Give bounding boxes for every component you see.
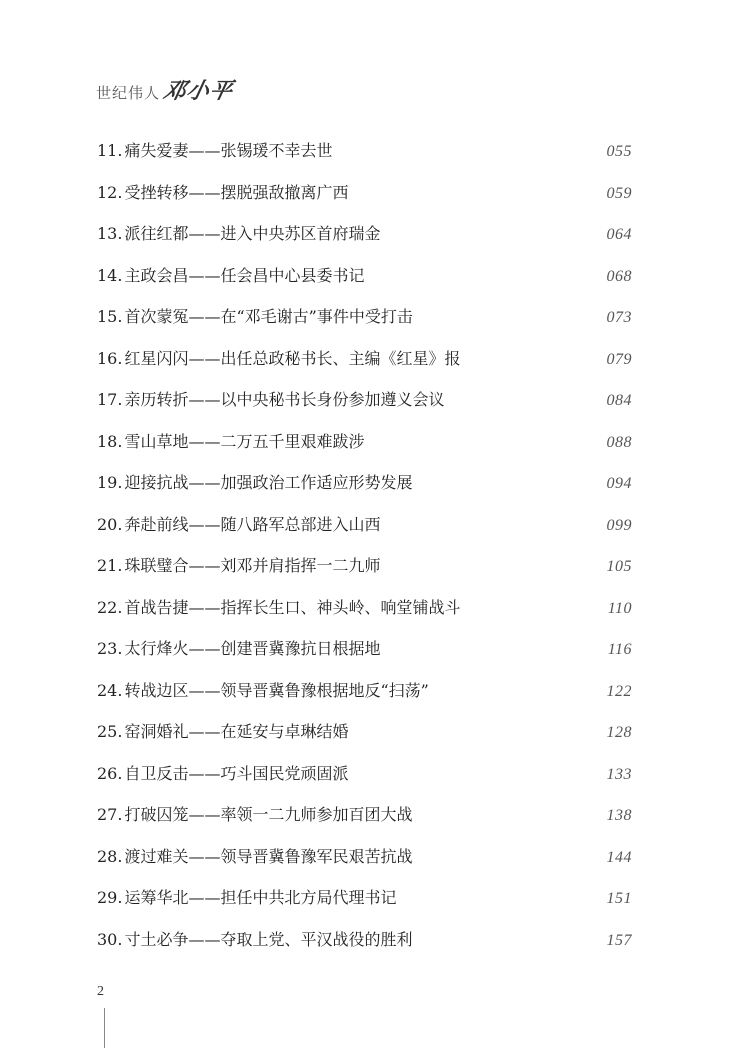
toc-entry-text: 受挫转移——摆脱强敌撤离广西 <box>124 182 349 202</box>
toc-entry-number: 24. <box>97 680 123 700</box>
toc-entry[interactable] <box>97 670 632 712</box>
toc-entry-number: 15. <box>97 307 123 326</box>
toc-entry-title <box>97 545 380 587</box>
toc-entry-title <box>97 462 412 504</box>
toc-entry-title <box>97 130 332 172</box>
toc-entry-title <box>97 794 412 836</box>
toc-entry-number: 17. <box>97 390 123 409</box>
toc-entry-text: 打破囚笼——率领一二九师参加百团大战 <box>124 805 413 824</box>
toc-entry-text: 红星闪闪——出任总政秘书长、主编《红星》报 <box>124 348 461 368</box>
toc-entry-number: 21. <box>97 556 123 575</box>
toc-entry-number: 30. <box>97 929 123 949</box>
toc-entry-page: 133 <box>606 765 632 783</box>
toc-entry-page: 079 <box>606 350 632 368</box>
toc-entry-text: 痛失爱妻——张锡瑗不幸去世 <box>124 141 333 160</box>
toc-entry-number: 12. <box>97 182 123 202</box>
toc-entry-title <box>97 628 380 670</box>
toc-entry-page: 105 <box>606 558 632 575</box>
toc-entry-title <box>97 877 396 919</box>
toc-entry-page: 157 <box>606 931 632 949</box>
toc-entry-number: 13. <box>97 224 123 243</box>
toc-entry[interactable] <box>97 296 632 338</box>
toc-entry-title <box>97 379 444 421</box>
toc-entry-page: 110 <box>607 599 632 617</box>
toc-entry-number: 27. <box>97 805 123 824</box>
toc-entry-text: 太行烽火——创建晋冀豫抗日根据地 <box>124 639 381 658</box>
toc-entry-title <box>97 587 460 629</box>
toc-entry-title <box>97 421 364 463</box>
toc-entry-text: 奔赴前线——随八路军总部进入山西 <box>124 514 381 534</box>
toc-entry[interactable] <box>97 255 632 297</box>
toc-entry-text: 亲历转折——以中央秘书长身份参加遵义会议 <box>124 390 445 409</box>
toc-entry-title <box>97 296 413 338</box>
toc-entry-number: 28. <box>97 846 123 866</box>
toc-entry-page: 128 <box>606 724 632 741</box>
toc-entry-page: 116 <box>607 641 632 658</box>
toc-entry[interactable] <box>97 587 632 629</box>
toc-entry-text: 渡过难关——领导晋冀鲁豫军民艰苦抗战 <box>124 846 413 866</box>
toc-entry[interactable] <box>97 753 632 795</box>
toc-entry[interactable] <box>97 628 632 670</box>
toc-entry-page: 122 <box>606 682 632 700</box>
toc-entry-number: 26. <box>97 763 123 783</box>
toc-entry[interactable] <box>97 794 632 836</box>
toc-entry[interactable] <box>97 462 632 504</box>
toc-entry-text: 首战告捷——指挥长生口、神头岭、响堂铺战斗 <box>124 597 461 617</box>
toc-entry[interactable] <box>97 919 632 961</box>
toc-entry-number: 23. <box>97 639 123 658</box>
toc-entry-page: 068 <box>606 267 632 285</box>
toc-entry-title <box>97 919 412 961</box>
toc-entry-text: 转战边区——领导晋冀鲁豫根据地反“扫荡” <box>124 680 429 700</box>
toc-entry-text: 主政会昌——任会昌中心县委书记 <box>124 265 365 285</box>
toc-entry-text: 雪山草地——二万五千里艰难跋涉 <box>124 431 365 451</box>
toc-entry[interactable] <box>97 836 632 878</box>
toc-entry-text: 迎接抗战——加强政治工作适应形势发展 <box>124 473 413 492</box>
toc-entry[interactable] <box>97 172 632 214</box>
toc-entry-number: 19. <box>97 473 123 492</box>
toc-entry-text: 自卫反击——巧斗国民党顽固派 <box>124 763 349 783</box>
toc-entry[interactable] <box>97 213 632 255</box>
toc-entry[interactable] <box>97 711 632 753</box>
toc-entry-text: 派往红都——进入中央苏区首府瑞金 <box>124 224 381 243</box>
book-title-calligraphy: 邓小平 <box>160 78 236 104</box>
margin-rule <box>104 1008 105 1048</box>
toc-entry-number: 11. <box>97 141 123 160</box>
toc-entry[interactable] <box>97 421 632 463</box>
toc-entry-number: 29. <box>97 888 123 907</box>
toc-entry-title <box>97 711 348 753</box>
toc-entry[interactable] <box>97 877 632 919</box>
toc-entry-page: 084 <box>606 392 632 409</box>
toc-entry-page: 138 <box>606 807 632 824</box>
toc-entry-page: 064 <box>606 226 632 243</box>
toc-entry-page: 059 <box>606 184 632 202</box>
toc-entry-title <box>97 213 380 255</box>
toc-entry-text: 寸土必争——夺取上党、平汉战役的胜利 <box>124 929 413 949</box>
toc-entry-title <box>97 172 348 214</box>
series-title: 世纪伟人 <box>96 84 161 102</box>
toc-entry-number: 18. <box>97 431 123 451</box>
page-number: 2 <box>97 984 104 999</box>
toc-entry-title <box>97 753 348 795</box>
toc-entry-page: 151 <box>606 890 632 907</box>
toc-entry-page: 055 <box>606 143 632 160</box>
toc-entry-page: 073 <box>606 309 632 326</box>
toc-entry[interactable] <box>97 379 632 421</box>
running-header <box>96 74 236 105</box>
toc-entry-page: 094 <box>606 475 632 492</box>
toc-entry-text: 运筹华北——担任中共北方局代理书记 <box>124 888 397 907</box>
toc-entry[interactable] <box>97 504 632 546</box>
toc-entry-title <box>97 338 460 380</box>
table-of-contents <box>97 130 632 960</box>
toc-entry-title <box>97 836 412 878</box>
toc-entry-page: 099 <box>606 516 632 534</box>
toc-entry-number: 25. <box>97 722 123 741</box>
toc-entry[interactable] <box>97 130 632 172</box>
toc-entry-text: 窑洞婚礼——在延安与卓琳结婚 <box>124 722 349 741</box>
toc-entry-title <box>97 670 429 712</box>
toc-entry-text: 首次蒙冤——在“邓毛谢古”事件中受打击 <box>124 307 413 326</box>
toc-entry-number: 22. <box>97 597 123 617</box>
toc-entry-page: 144 <box>606 848 632 866</box>
toc-entry-title <box>97 504 380 546</box>
toc-entry-number: 20. <box>97 514 123 534</box>
toc-entry-title <box>97 255 364 297</box>
toc-entry-number: 14. <box>97 265 123 285</box>
toc-entry-number: 16. <box>97 348 123 368</box>
toc-entry-page: 088 <box>606 433 632 451</box>
toc-entry[interactable] <box>97 545 632 587</box>
toc-entry-text: 珠联璧合——刘邓并肩指挥一二九师 <box>124 556 381 575</box>
toc-entry[interactable] <box>97 338 632 380</box>
